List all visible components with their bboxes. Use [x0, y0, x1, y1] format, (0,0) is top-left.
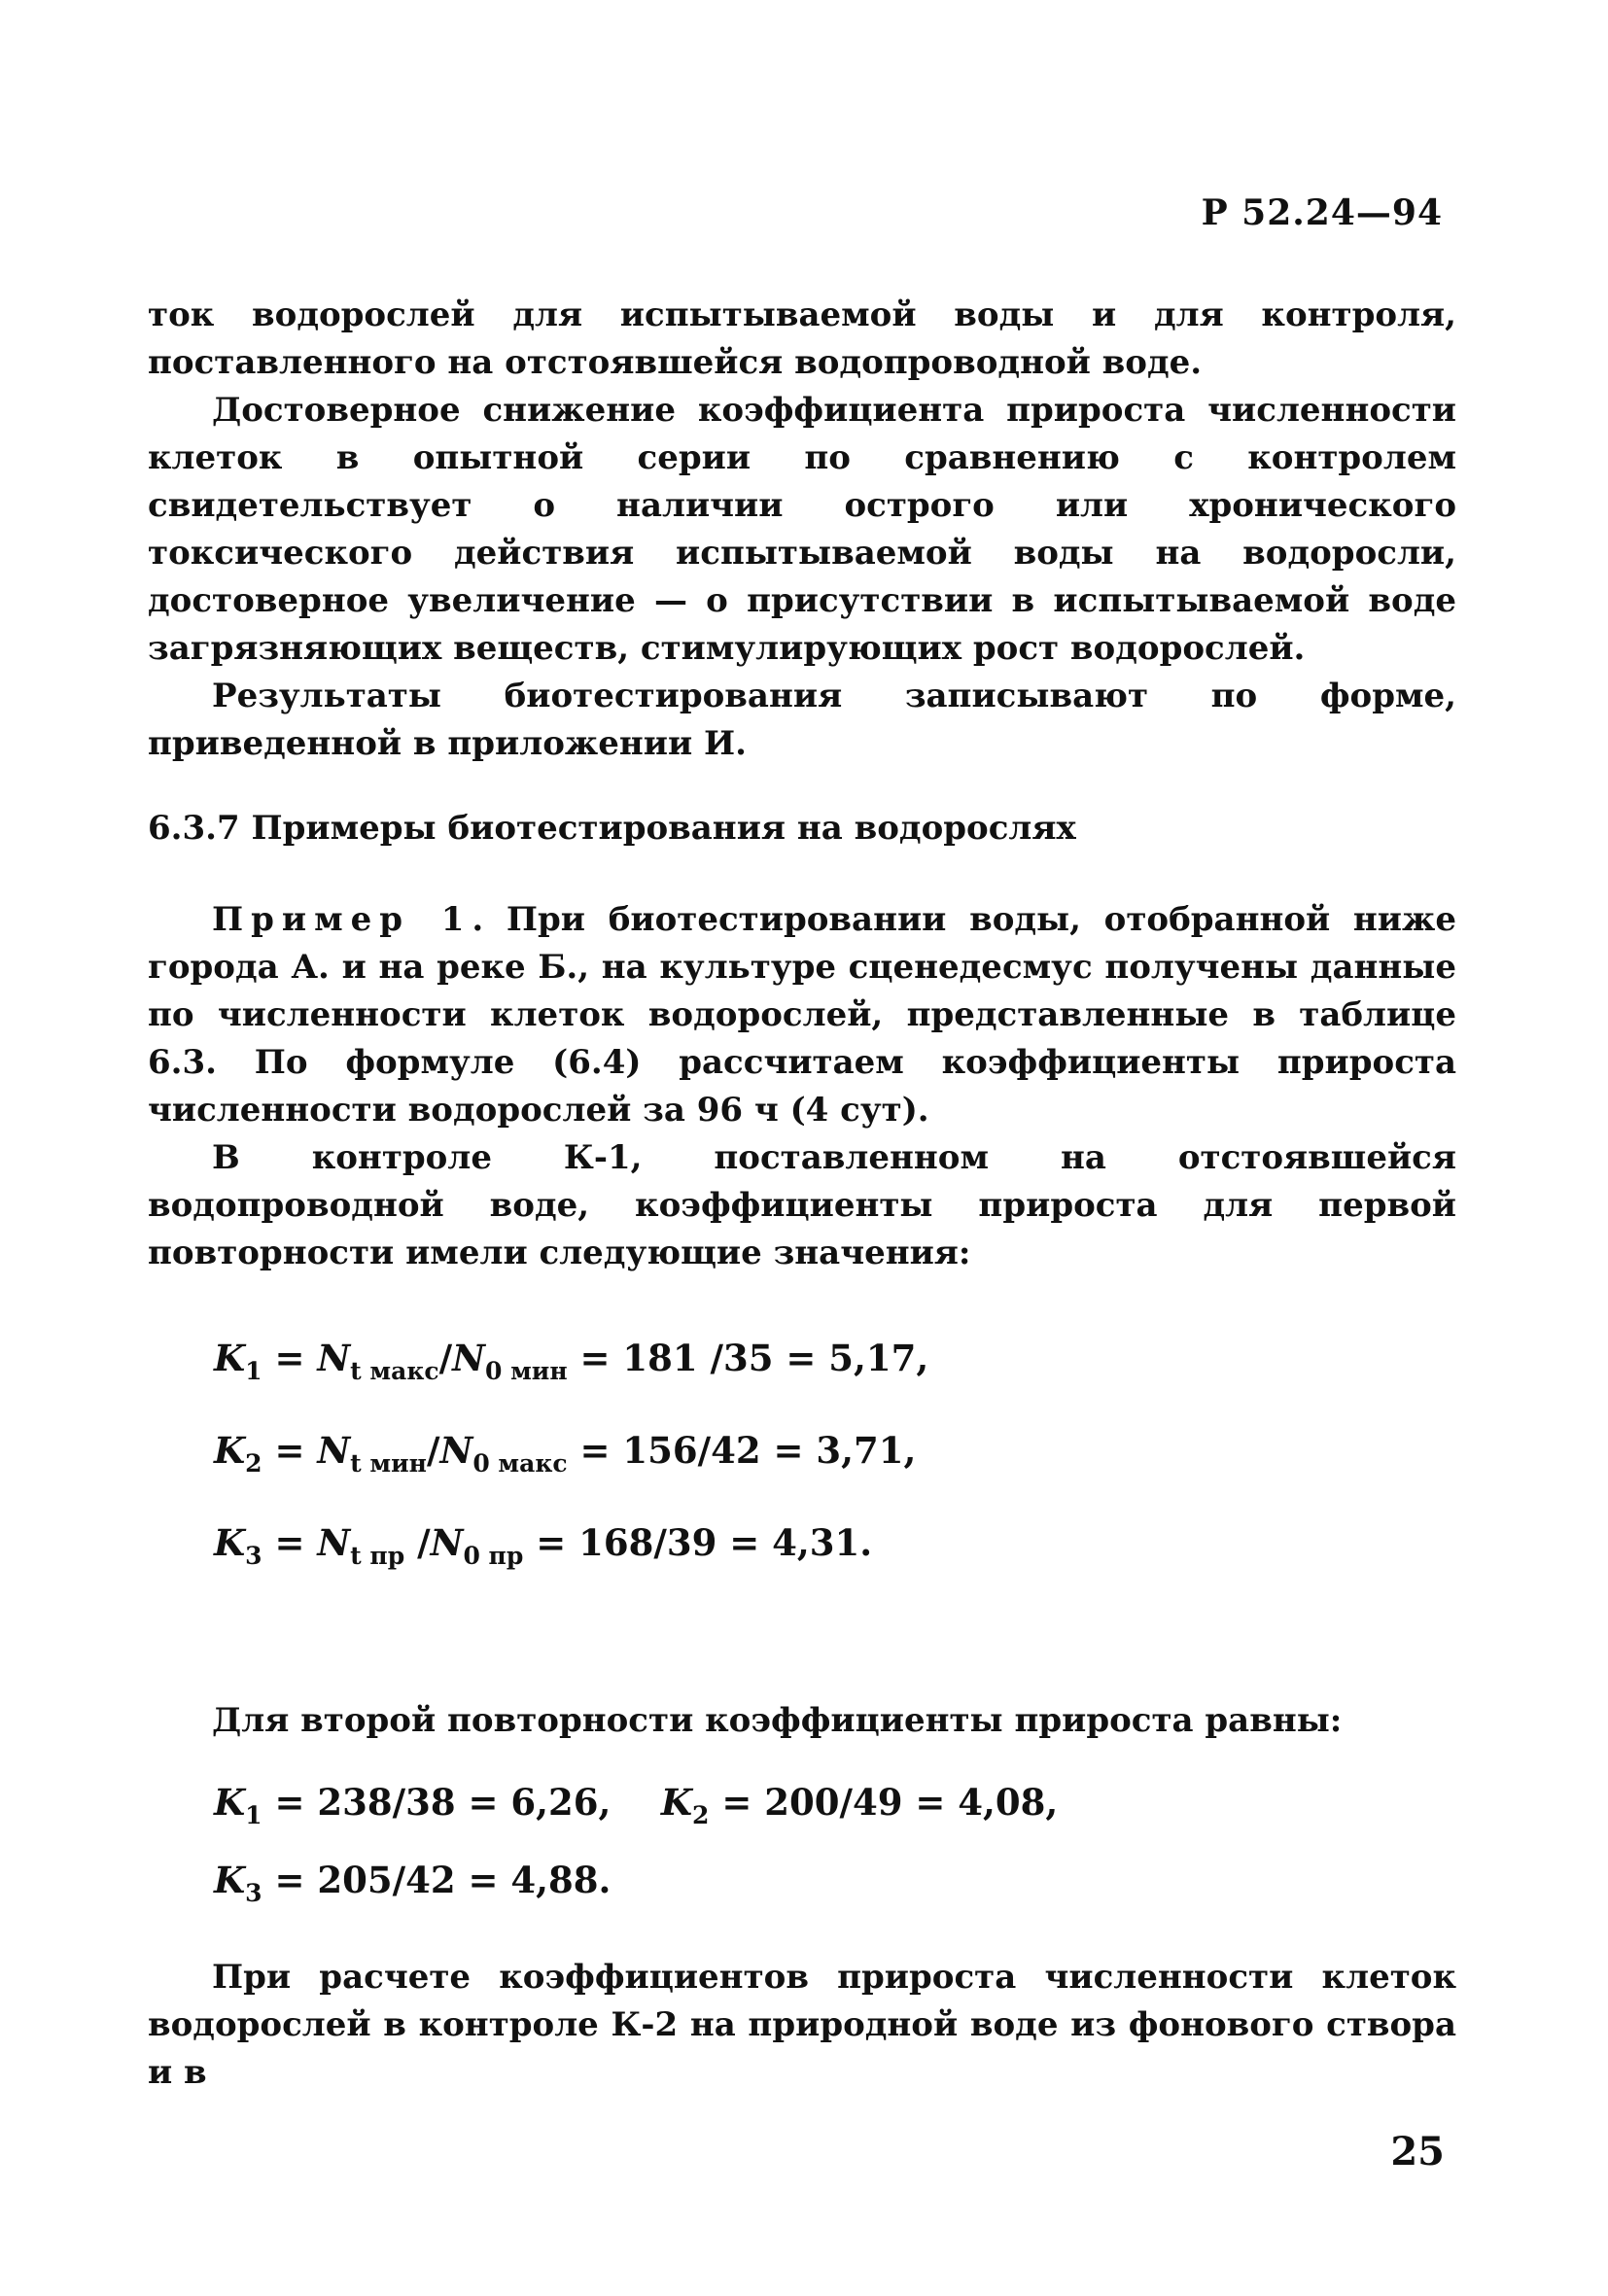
- bottom-text-block: [148, 1954, 1456, 2097]
- section-heading: 6.3.7 Примеры биотестирования на водорослях: [148, 809, 1076, 848]
- top-text-block: [148, 292, 1456, 768]
- formula-k2: $K_2 = N_{t мин}/N_{0 макс} = 156/42 = 3,71$,: [214, 1429, 917, 1478]
- document-code: Р 52.24—94: [1201, 192, 1443, 233]
- paragraph: При расчете коэффициентов прироста численности клеток водорослей в контроле К-2 на природной воде из фонового створа и в: [148, 1958, 1456, 2092]
- example-paragraph: [148, 896, 1456, 1134]
- page-number: 25: [1390, 2129, 1445, 2174]
- paragraph: Достоверное снижение коэффициента прироста численности клеток в опытной серии по сравнению с контролем свидетельствует о наличии острого или хронического токсического действия испытываемой воды на водоросли, достоверное увеличение — о присутствии в испытываемой воде загрязняющих веществ, стимулирующих рост водорослей.: [148, 391, 1456, 668]
- paragraph: Результаты биотестирования записывают по форме, приведенной в приложении И.: [148, 677, 1456, 763]
- second-repeat-intro: Для второй повторности коэффициенты прироста равны:: [212, 1701, 1343, 1740]
- example-block: [148, 896, 1456, 1277]
- formula-k1: $K_1 = N_{t макс}/N_{0 мин} = 181$ /35 = 5,17,: [214, 1337, 929, 1385]
- paragraph: ток водорослей для испытываемой воды и для контроля, поставленного на отстоявшейся водопроводной воде.: [148, 296, 1456, 382]
- control-paragraph: В контроле К-1, поставленном на отстоявшейся водопроводной воде, коэффициенты прироста для первой повторности имели следующие значения:: [148, 1138, 1456, 1272]
- formula-second-k1-k2: $K_1 = 238/38 = 6,26$, $K_2 = 200/49 = 4,08$,: [214, 1781, 1059, 1829]
- example-label: Пример 1: [212, 900, 472, 939]
- formula-second-k3: $K_3 = 205/42 = 4,88$.: [214, 1859, 612, 1907]
- example-text: . При биотестировании воды, отобранной ниже города А. и на реке Б., на культуре сценедесмус получены данные по численности клеток водорослей, представленные в таблице 6.3. По формуле (6.4) рассчитаем коэффициенты прироста численности водорослей за 96 ч (4 сут).: [148, 900, 1456, 1130]
- formula-k3: $K_3 = N_{t пр}$ $/N_{0 пр} = 168/39 = 4,31$.: [214, 1521, 873, 1570]
